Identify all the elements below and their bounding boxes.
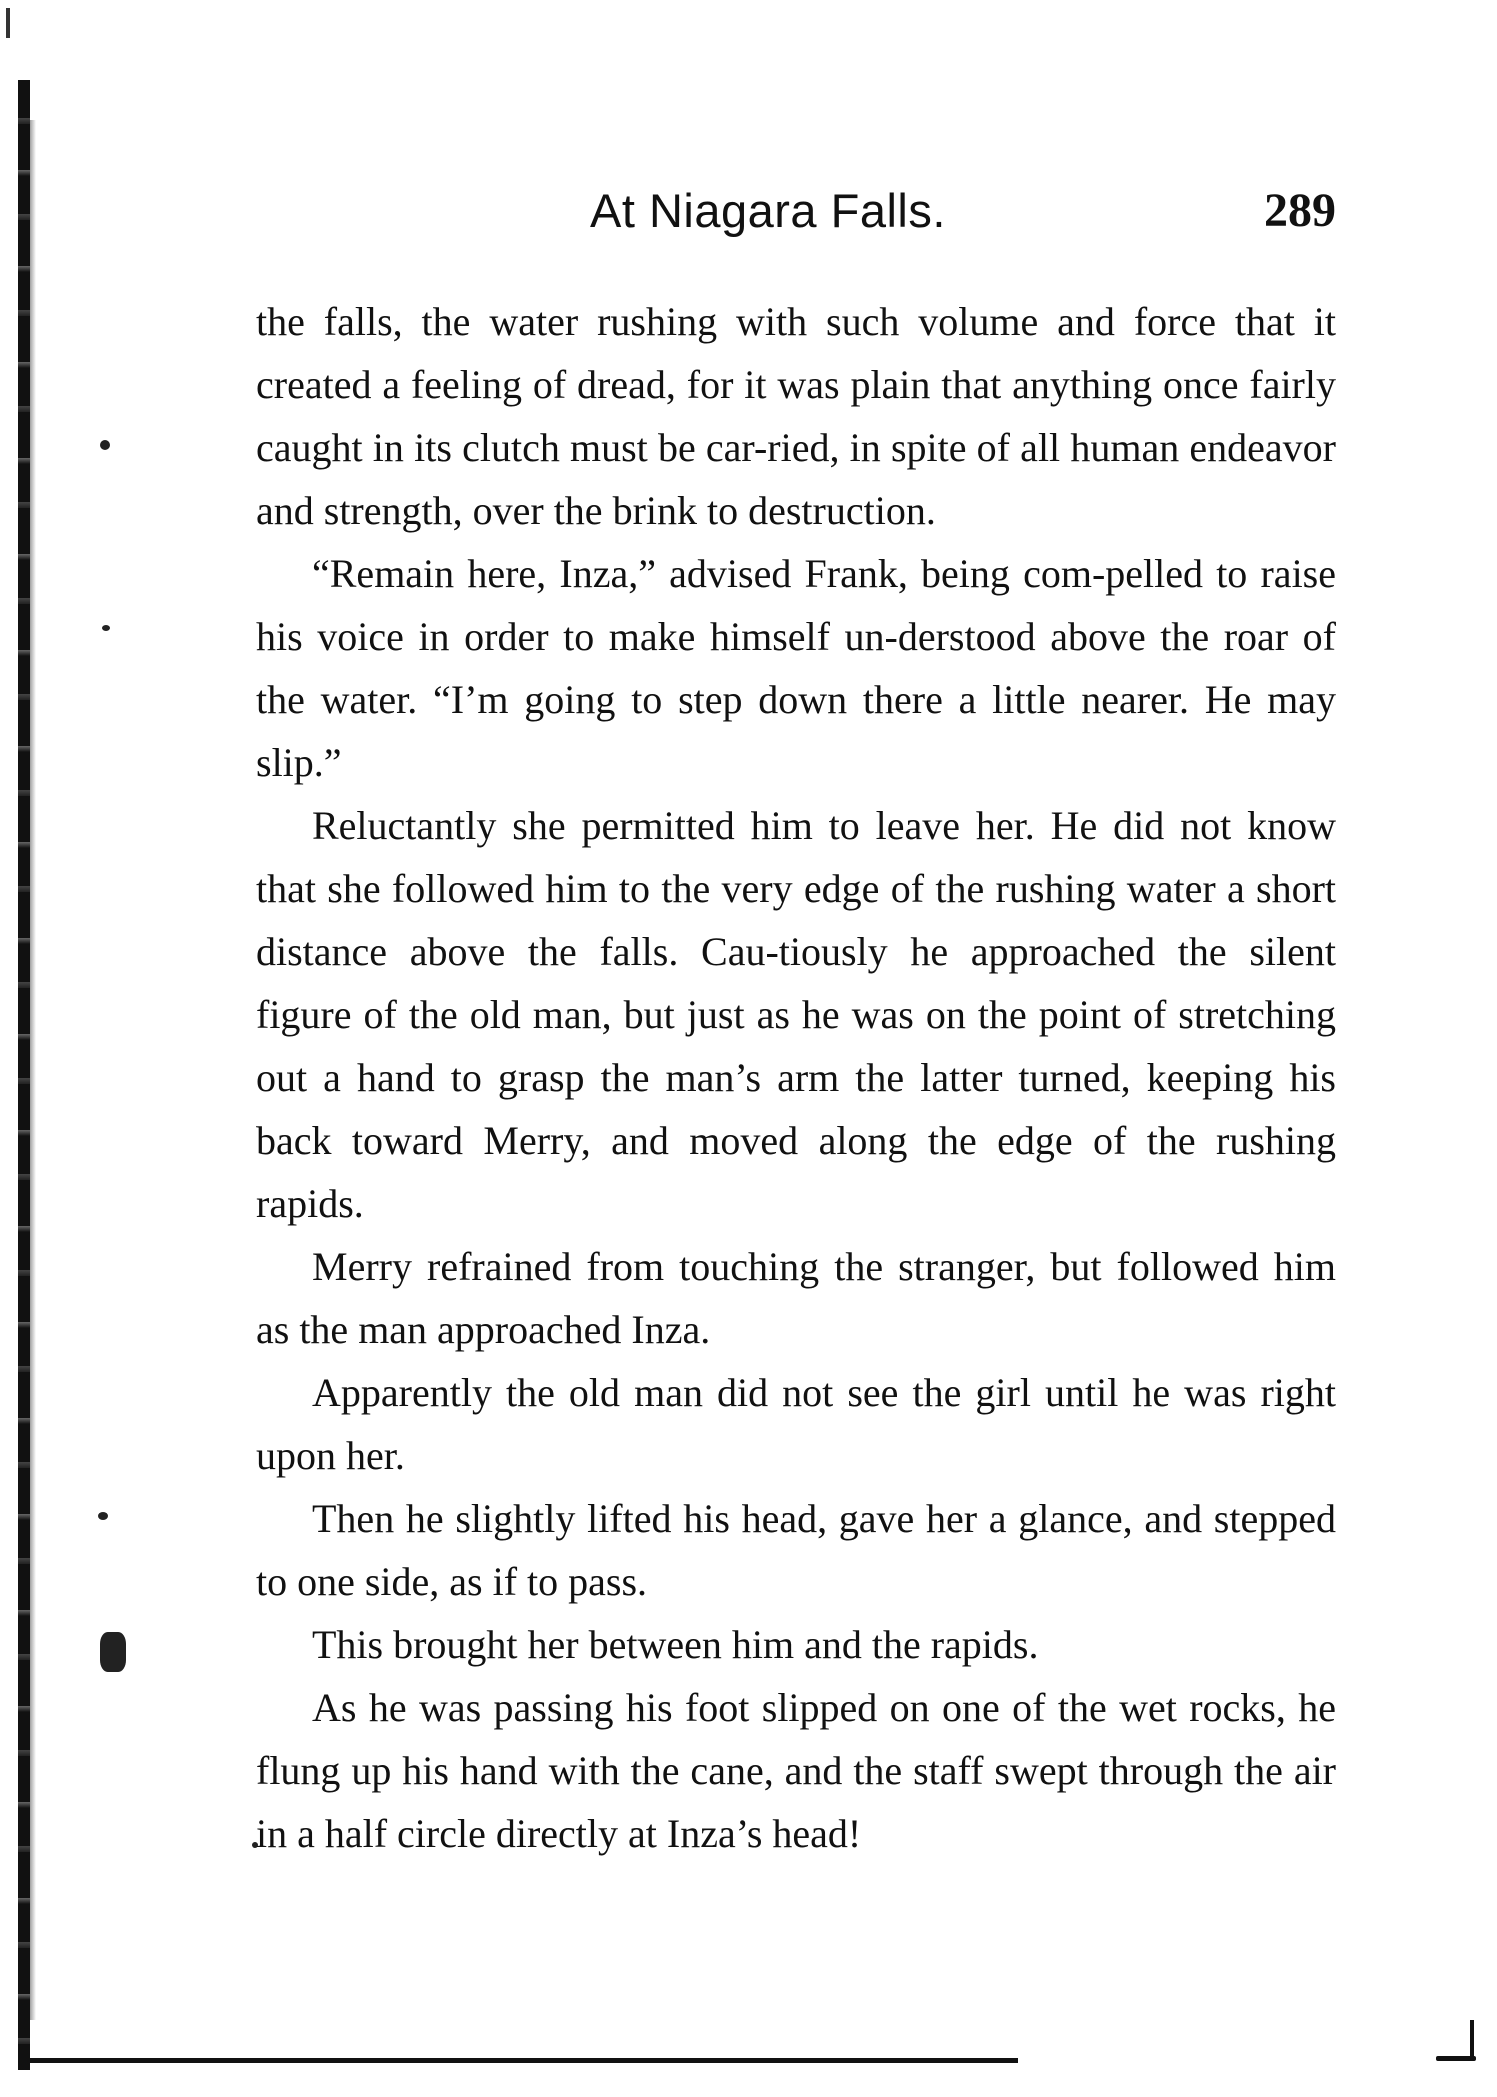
scan-speck — [102, 625, 110, 631]
binding-shadow — [30, 120, 36, 2020]
paragraph: This brought her between him and the rapids. — [312, 1622, 1039, 1667]
paragraph-continuation: the falls, the water rushing with such volume and force that it created a feeling of dread, for it was plain that anything once fairly caught in its clutch must be car-ried, in spite of all human endeavor and strength, over the brink to destruction. — [256, 299, 1336, 533]
paragraph: Apparently the old man did not see the girl until he was right upon her. — [256, 1370, 1336, 1478]
bottom-page-edge — [18, 2058, 1018, 2063]
paragraph: “Remain here, Inza,” advised Frank, being com-pelled to raise his voice in order to make himself un-derstood above the roar of the water. “I’m going to step down there a little nearer. He may slip.” — [256, 551, 1336, 785]
paragraph: As he was passing his foot slipped on one of the wet rocks, he flung up his hand with the cane, and the staff swept through the air in a half circle directly at Inza’s head! — [256, 1685, 1336, 1856]
running-head — [256, 183, 1336, 253]
running-title: At Niagara Falls. — [590, 184, 946, 237]
scan-speck — [100, 440, 110, 450]
binding-top-mark — [6, 8, 10, 38]
body-text — [256, 290, 1336, 1865]
page-number: 289 — [1264, 184, 1336, 237]
paragraph: Merry refrained from touching the stranger, but followed him as the man approached Inza. — [256, 1244, 1336, 1352]
scan-speck — [98, 1512, 108, 1520]
paragraph: Then he slightly lifted his head, gave her a glance, and stepped to one side, as if to pass. — [256, 1496, 1336, 1604]
paragraph: Reluctantly she permitted him to leave her. He did not know that she followed him to the very edge of the rushing water a short distance above the falls. Cau-tiously he approached the silent figure of the old man, but just as he was on the point of stretching out a hand to grasp the man’s arm the latter turned, keeping his back toward Merry, and moved along the edge of the rushing rapids. — [256, 803, 1336, 1226]
page-binding-edge — [18, 80, 30, 2070]
right-corner-tick — [1470, 2020, 1474, 2060]
scan-speck — [100, 1632, 126, 1672]
